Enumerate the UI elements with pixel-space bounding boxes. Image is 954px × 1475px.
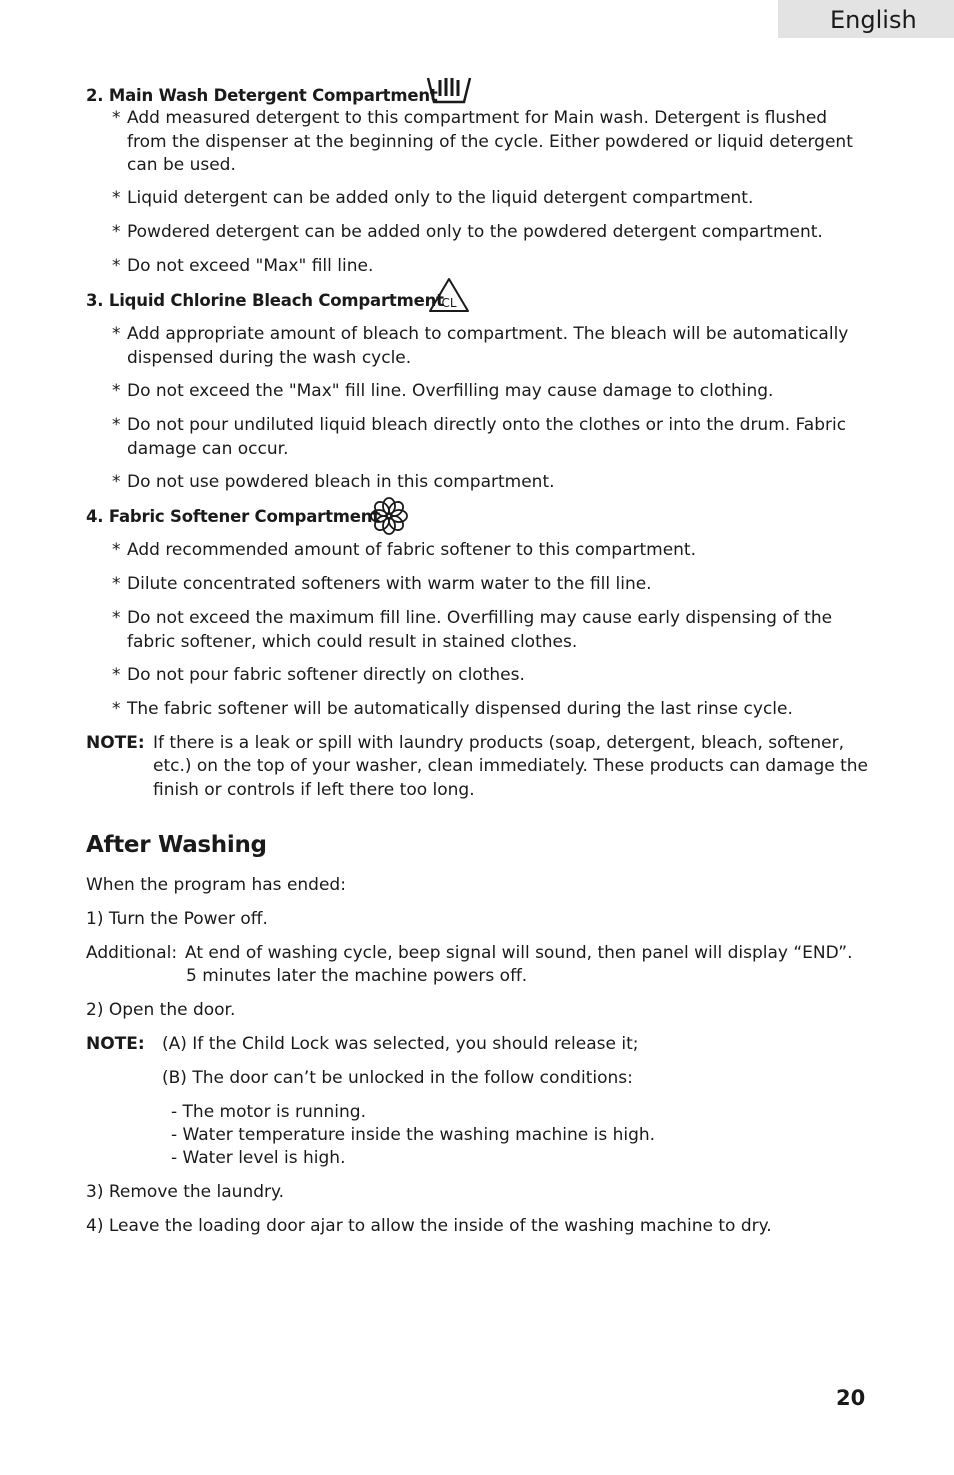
note-text-line: If there is a leak or spill with laundry products (soap, detergent, bleach, softener, bbox=[153, 733, 844, 753]
note-label: NOTE: bbox=[86, 1034, 145, 1054]
page-number: 20 bbox=[836, 1386, 866, 1410]
note-text-line: etc.) on the top of your washer, clean immediately. These products can damage the bbox=[153, 756, 868, 776]
after-washing-intro: When the program has ended: bbox=[86, 875, 346, 895]
additional-text-line: At end of washing cycle, beep signal will sound, then panel will display “END”. bbox=[185, 943, 853, 963]
note-label: NOTE: bbox=[86, 733, 145, 753]
language-tab: English bbox=[778, 0, 954, 38]
step-3: 3) Remove the laundry. bbox=[86, 1182, 285, 1202]
fabric-softener-flower-icon bbox=[370, 497, 408, 535]
note-item-a: (A) If the Child Lock was selected, you should release it; bbox=[162, 1034, 639, 1054]
softener-heading: 4. Fabric Softener Compartment bbox=[86, 507, 380, 526]
chlorine-bleach-icon bbox=[428, 277, 470, 313]
step-2: 2) Open the door. bbox=[86, 1000, 236, 1020]
condition-item: - The motor is running. bbox=[171, 1102, 366, 1122]
svg-text:CL: CL bbox=[441, 296, 457, 310]
additional-label: Additional: bbox=[86, 943, 178, 963]
step-4: 4) Leave the loading door ajar to allow the inside of the washing machine to dry. bbox=[86, 1216, 772, 1236]
note-item-b: (B) The door can’t be unlocked in the follow conditions: bbox=[162, 1068, 633, 1088]
step-1: 1) Turn the Power off. bbox=[86, 909, 268, 929]
additional-text-line: 5 minutes later the machine powers off. bbox=[186, 966, 528, 986]
condition-item: - Water temperature inside the washing machine is high. bbox=[171, 1125, 656, 1145]
bleach-heading: 3. Liquid Chlorine Bleach Compartment bbox=[86, 291, 444, 310]
condition-item: - Water level is high. bbox=[171, 1148, 346, 1168]
note-text-line: finish or controls if left there too long. bbox=[153, 780, 475, 800]
main-wash-detergent-icon bbox=[426, 74, 472, 106]
after-washing-title: After Washing bbox=[86, 832, 267, 858]
main-wash-heading: 2. Main Wash Detergent Compartment bbox=[86, 86, 438, 105]
